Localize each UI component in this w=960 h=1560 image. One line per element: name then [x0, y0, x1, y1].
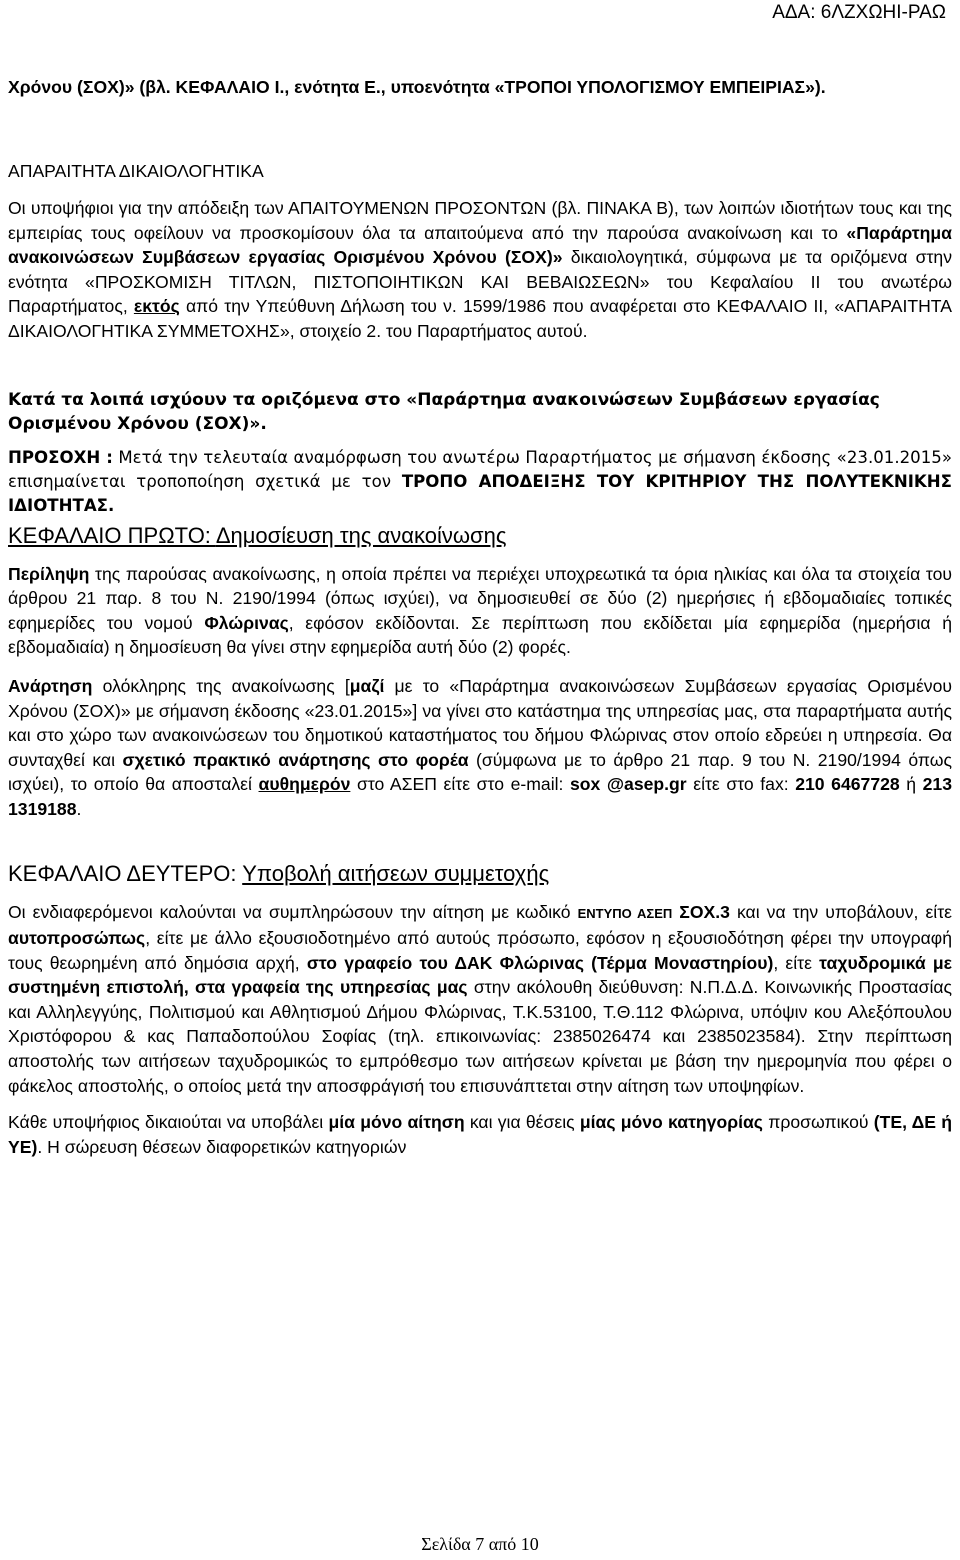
posting-text-3: (σύμφωνα με το άρθρο 21 παρ. 9 του Ν. 2190/1994 όπως ισχύει), το οποίο θα αποσταλεί: [8, 749, 952, 795]
submission-text-2: και να την υποβάλουν, είτε: [729, 901, 952, 922]
single-text-3: προσωπικού: [762, 1112, 874, 1133]
summary-label: Περίληψη: [8, 563, 90, 584]
single-text-4: . Η σώρευση θέσεων διαφορετικών κατηγοριών: [37, 1136, 407, 1157]
posting-fax-2: 213 1319188: [8, 774, 952, 819]
requirements-text-1: Οι υποψήφιοι για την απόδειξη των ΑΠΑΙΤΟΥΜΕΝΩΝ ΠΡΟΣΟΝΤΩΝ (βλ. ΠΙΝΑΚΑ Β), των λοιπών ιδιοτήτων τους και της εμπειρίας τους οφείλουν να προσκομίσουν όλα τα απαιτούμενα από την παρούσα ανακοίνωση και το: [8, 198, 952, 243]
form-prefix: ΕΝΤΥΠΟ ΑΣΕΠ: [577, 905, 673, 921]
posting-together: μαζί: [349, 675, 385, 696]
chapter-1-subject: Δημοσίευση της ανακοίνωσης: [215, 522, 507, 548]
requirements-except: εκτός: [133, 296, 180, 317]
chapter-2-label: ΚΕΦΑΛΑΙΟ ΔΕΥΤΕΡΟ:: [8, 860, 243, 886]
chapter-2-single-application: [8, 1110, 952, 1159]
single-one-application: μία μόνο αίτηση: [328, 1112, 465, 1133]
posting-text-4: στο ΑΣΕΠ είτε στο e-mail:: [350, 774, 570, 795]
submission-text-4: , είτε: [773, 952, 820, 973]
summary-text-2: , εφόσον εκδίδονται. Σε περίπτωση που εκδίδεται μία εφημερίδα (ημερήσια ή εβδομαδιαία) η δημοσίευση θα γίνει στην εφημερίδα αυτή δύο (2) φορές.: [8, 612, 952, 658]
chapter-1-summary: [8, 562, 952, 660]
summary-prefecture: Φλώρινας: [204, 612, 289, 633]
posting-record: σχετικό πρακτικό ανάρτησης στο φορέα: [122, 749, 469, 770]
form-code: ΣΟΧ.3: [672, 901, 730, 922]
page-number: Σελίδα 7 από 10: [421, 1534, 539, 1554]
attention-bold: ΤΡΟΠΟ ΑΠΟΔΕΙΞΗΣ ΤΟΥ ΚΡΙΤΗΡΙΟΥ ΤΗΣ ΠΟΛΥΤΕΚΝΙΚΗΣ ΙΔΙΟΤΗΤΑΣ.: [8, 471, 952, 515]
requirements-paragraph: [8, 196, 952, 344]
chapter-1-label: ΚΕΦΑΛΑΙΟ ΠΡΩΤΟ:: [8, 522, 216, 548]
posting-text-7: .: [76, 798, 82, 819]
single-categories: (ΤΕ, ΔΕ ή ΥΕ): [8, 1112, 952, 1157]
summary-text-1: της παρούσας ανακοίνωσης, η οποία πρέπει να περιέχει υποχρεωτικά τα όρια ηλικίας και όλα τα στοιχεία του άρθρου 21 παρ. 8 του Ν. 2190/1994 (όπως ισχύει), να δημοσιευθεί σε δύο (2) ημερήσιες ή εβδομαδιαίες τοπικές εφημερίδες του νομού: [8, 563, 952, 633]
intro-line: Χρόνου (ΣΟΧ)» (βλ. ΚΕΦΑΛΑΙΟ Ι., ενότητα Ε., υποενότητα «ΤΡΟΠΟΙ ΥΠΟΛΟΓΙΣΜΟΥ ΕΜΠΕΙΡΙΑΣ»).: [8, 77, 826, 97]
single-text-2: και για θέσεις: [464, 1112, 580, 1133]
posting-text-1: ολόκληρης της ανακοίνωσης [: [92, 675, 350, 696]
requirements-heading: ΑΠΑΡΑΙΤΗΤΑ ΔΙΚΑΙΟΛΟΓΗΤΙΚΑ: [8, 161, 264, 181]
submission-in-person: αυτοπροσώπως: [8, 928, 146, 949]
attention-label: ΠΡΟΣΟΧΗ :: [8, 447, 113, 467]
chapter-2-title: [8, 860, 952, 888]
submission-text-3: , είτε με άλλο εξουσιοδοτημένο από αυτούς πρόσωπο, εφόσον η εξουσιοδότηση φέρει την υπογραφή τους θεωρημένη από δημόσια αρχή,: [8, 928, 952, 973]
posting-label: Ανάρτηση: [8, 675, 93, 696]
single-text-1: Κάθε υποψήφιος δικαιούται να υποβάλει: [8, 1112, 329, 1133]
submission-by-post: ταχυδρομικά με συστημένη επιστολή, στα γραφεία της υπηρεσίας μας: [8, 952, 952, 998]
posting-text-6: ή: [899, 774, 923, 795]
posting-text-2: με το «Παράρτημα ανακοινώσεων Συμβάσεων εργασίας Ορισμένου Χρόνου (ΣΟΧ)» με σήμανση έκδοσης «23.01.2015»] να γίνει στο κατάστημα της υπηρεσίας μας, στα παραρτήματα αυτής και στο χώρο των ανακοινώσεων του δημοτικού καταστήματος του δήμου Φλώρινας στον οποίο εδρεύει η υπηρεσία. Θα συνταχθεί και: [8, 675, 952, 770]
posting-text-5: είτε στο fax:: [686, 774, 796, 795]
submission-office: στο γραφείο του ΔΑΚ Φλώρινας (Τέρμα Μοναστηρίου): [306, 952, 774, 973]
single-one-category: μίας μόνο κατηγορίας: [579, 1112, 763, 1133]
requirements-annex-ref: «Παράρτημα ανακοινώσεων Συμβάσεων εργασίας Ορισμένου Χρόνου (ΣΟΧ)»: [8, 222, 952, 268]
submission-text-1: Οι ενδιαφερόμενοι καλούνται να συμπληρώσουν την αίτηση με κωδικό: [8, 901, 578, 922]
chapter-2-submission: [8, 900, 952, 1099]
attention-text: Μετά την τελευταία αναμόρφωση του ανωτέρω Παραρτήματος με σήμανση έκδοσης «23.01.2015» επισημαίνεται τροποποίηση σχετικά με τον: [8, 447, 952, 491]
requirements-text-3: από την Υπεύθυνη Δήλωση του ν. 1599/1986 που αναφέρεται στο ΚΕΦΑΛΑΙΟ ΙΙ, «ΑΠΑΡΑΙΤΗΤΑ ΔΙΚΑΙΟΛΟΓΗΤΙΚΑ ΣΥΜΜΕΤΟΧΗΣ», στοιχείο 2. του Παραρτήματος αυτού.: [8, 296, 952, 341]
notice-attention: [8, 446, 952, 518]
posting-fax-1: 210 6467728: [795, 774, 900, 795]
chapter-1-title: [8, 522, 952, 550]
document-ada-code: ΑΔΑ: 6ΛΖΧΩΗΙ-ΡΑΩ: [772, 2, 946, 23]
requirements-text-2: δικαιολογητικά, σύμφωνα με τα οριζόμενα στην ενότητα «ΠΡΟΣΚΟΜΙΣΗ ΤΙΤΛΩΝ, ΠΙΣΤΟΠΟΙΗΤΙΚΩΝ ΚΑΙ ΒΕΒΑΙΩΣΕΩΝ» του Κεφαλαίου ΙΙ του ανωτέρω Παραρτήματος,: [8, 247, 952, 317]
notice-general: Κατά τα λοιπά ισχύουν τα οριζόμενα στο «Παράρτημα ανακοινώσεων Συμβάσεων εργασίας Ορισμένου Χρόνου (ΣΟΧ)».: [8, 389, 880, 434]
posting-email[interactable]: sox @asep.gr: [570, 774, 687, 795]
chapter-2-subject: Υποβολή αιτήσεων συμμετοχής: [242, 860, 550, 886]
submission-text-5: στην ακόλουθη διεύθυνση: Ν.Π.Δ.Δ. Κοινωνικής Προστασίας και Αλληλεγγύης, Πολιτισμού και Αθλητισμού Δήμου Φλώρινας, Τ.Κ.53100, Τ.Θ.112 Φλώρινα, υπόψιν κου Αλεξόπουλου Χριστόφορου & κας Παπαδοπούλου Σοφίας (τηλ. επικοινωνίας: 2385026474 και 2385023584). Στην περίπτωση αποστολής των αιτήσεων ταχυδρομικώς το εμπρόθεσμο των αιτήσεων κρίνεται με βάση την ημερομηνία που φέρει ο φάκελος αποστολής, ο οποίος μετά την αποσφράγισή του επισυνάπτεται στην αίτηση των υποψηφίων.: [8, 977, 952, 1096]
chapter-1-posting: [8, 674, 952, 822]
posting-same-day: αυθημερόν: [258, 774, 351, 795]
page-content: [8, 74, 952, 1159]
